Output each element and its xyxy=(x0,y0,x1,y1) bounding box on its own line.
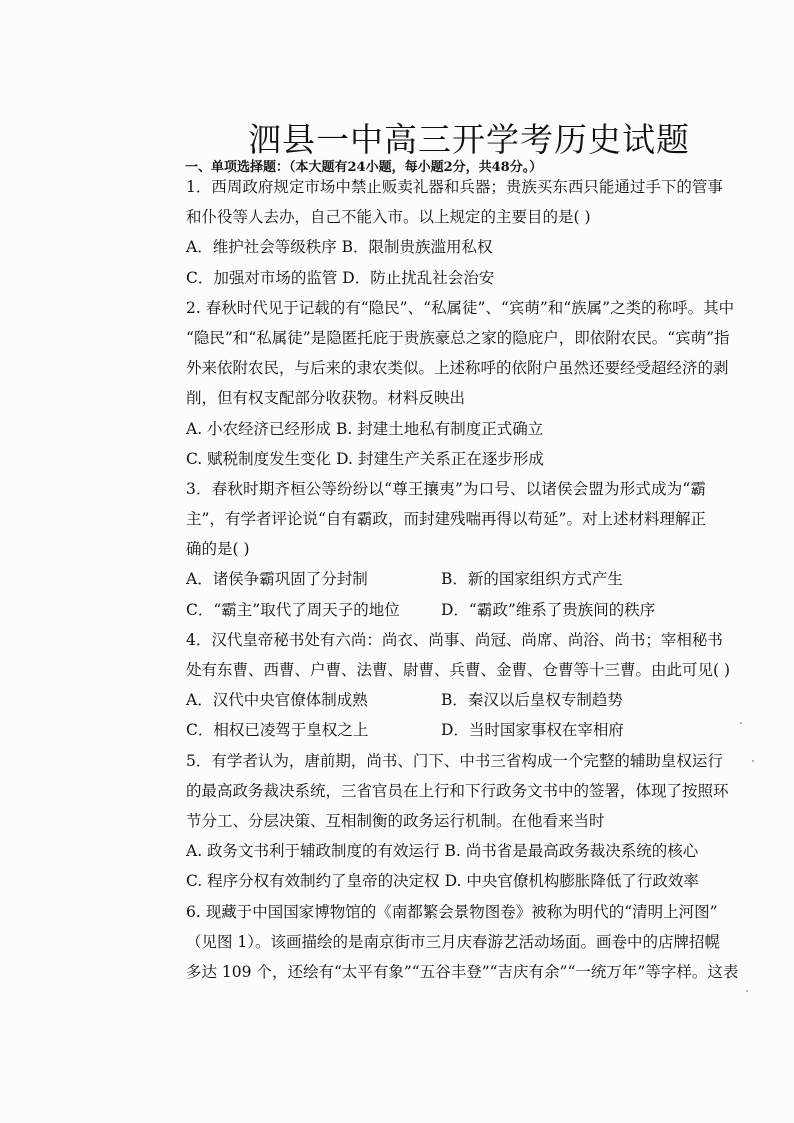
question-5-line-1: 5．有学者认为，唐前期，尚书、门下、中书三省构成一个完整的辅助皇权运行 xyxy=(186,751,723,770)
question-5-options-ab: A. 政务文书利于辅政制度的有效运行 B. 尚书省是最高政务裁决系统的核心 xyxy=(186,842,699,861)
question-3-option-b: B．新的国家组织方式产生 xyxy=(441,570,623,589)
question-1 xyxy=(186,172,723,293)
question-3-option-a: A．诸侯争霸巩固了分封制 xyxy=(186,570,368,589)
scan-speck xyxy=(752,760,754,762)
question-1-line-1: 1．西周政府规定市场中禁止贩卖礼器和兵器；贵族买东西只能通过手下的管事 xyxy=(186,178,723,196)
question-2-line-1: 2. 春秋时代见于记载的有“隐民”、“私属徒”、“宾萌”和“族属”之类的称呼。其中 xyxy=(186,298,735,317)
question-4-option-d: D．当时国家事权在宰相府 xyxy=(441,721,624,740)
question-2-line-2: “隐民”和“私属徒”是隐匿托庇于贵族豪总之家的隐庇户，即依附农民。“宾萌”指 xyxy=(186,328,730,347)
question-2-options-ab: A. 小农经济已经形成 B. 封建土地私有制度正式确立 xyxy=(186,419,544,438)
question-list xyxy=(186,172,739,987)
question-4 xyxy=(186,625,731,746)
question-2-options-cd: C. 赋税制度发生变化 D. 封建生产关系正在逐步形成 xyxy=(186,449,544,468)
section-heading: 一、单项选择题：（本大题有24小题，每小题2分，共48分。） xyxy=(185,160,543,175)
question-6-line-2: （见图 1）。该画描绘的是南京街市三月庆春游艺活动场面。画卷中的店牌招幌 xyxy=(186,932,721,951)
question-4-option-c: C．相权已凌驾于皇权之上 xyxy=(186,721,369,740)
question-4-line-1: 4．汉代皇帝秘书处有六尚：尚衣、尚事、尚冠、尚席、尚浴、尚书；宰相秘书 xyxy=(186,630,723,649)
question-5-line-3: 节分工、分层决策、互相制衡的政务运行机制。在他看来当时 xyxy=(186,811,605,830)
question-2 xyxy=(186,293,735,474)
question-3-line-1: 3．春秋时期齐桓公等纷纷以“尊王攘夷”为口号、以诸侯会盟为形式成为“霸 xyxy=(186,479,706,498)
scan-speck xyxy=(746,990,748,992)
question-3-line-2: 主”，有学者评论说“自有霸政，而封建残喘再得以苟延”。对上述材料理解正 xyxy=(186,510,706,529)
question-4-option-a: A．汉代中央官僚体制成熟 xyxy=(186,691,368,710)
question-5-line-2: 的最高政务裁决系统，三省官员在上行和下行政务文书中的签署，体现了按照环 xyxy=(186,781,729,800)
question-2-line-4: 削，但有权支配部分收获物。材料反映出 xyxy=(186,389,466,408)
question-2-line-3: 外来依附农民，与后来的隶农类似。上述称呼的依附户虽然还要经受超经济的剥 xyxy=(186,359,729,378)
question-5 xyxy=(186,746,729,897)
question-4-options-cd xyxy=(186,715,706,745)
exam-title: 泗县一中高三开学考历史试题 xyxy=(248,120,690,159)
question-3-line-3: 确的是( ) xyxy=(186,540,250,559)
question-4-option-b: B．秦汉以后皇权专制趋势 xyxy=(441,691,623,710)
question-3-option-c: C．“霸主”取代了周天子的地位 xyxy=(186,600,400,619)
question-3 xyxy=(186,474,706,625)
question-1-options-cd: C．加强对市场的监管 D．防止扰乱社会治安 xyxy=(186,268,495,287)
question-3-option-d: D．“霸政”维系了贵族间的秩序 xyxy=(441,600,656,619)
question-5-options-cd: C. 程序分权有效制约了皇帝的决定权 D. 中央官僚机构膨胀降低了行政效率 xyxy=(186,872,699,891)
question-1-options-ab: A．维护社会等级秩序 B．限制贵族滥用私权 xyxy=(186,238,493,257)
scan-speck xyxy=(740,722,742,724)
question-6-line-1: 6. 现藏于中国国家博物馆的《南都繁会景物图卷》被称为明代的“清明上河图” xyxy=(186,902,718,921)
question-6 xyxy=(186,897,739,988)
question-4-options-ab xyxy=(186,685,706,715)
question-1-line-2: 和仆役等人去办，自己不能入市。以上规定的主要目的是( ) xyxy=(186,208,591,227)
question-4-line-2: 处有东曹、西曹、户曹、法曹、尉曹、兵曹、金曹、仓曹等十三曹。由此可见( ) xyxy=(186,661,731,679)
question-6-line-3: 多达 109 个，还绘有“太平有象”“五谷丰登”“吉庆有余”“一统万年”等字样。这表 xyxy=(186,962,739,981)
question-3-options-cd xyxy=(186,595,706,625)
question-3-options-ab xyxy=(186,564,706,594)
